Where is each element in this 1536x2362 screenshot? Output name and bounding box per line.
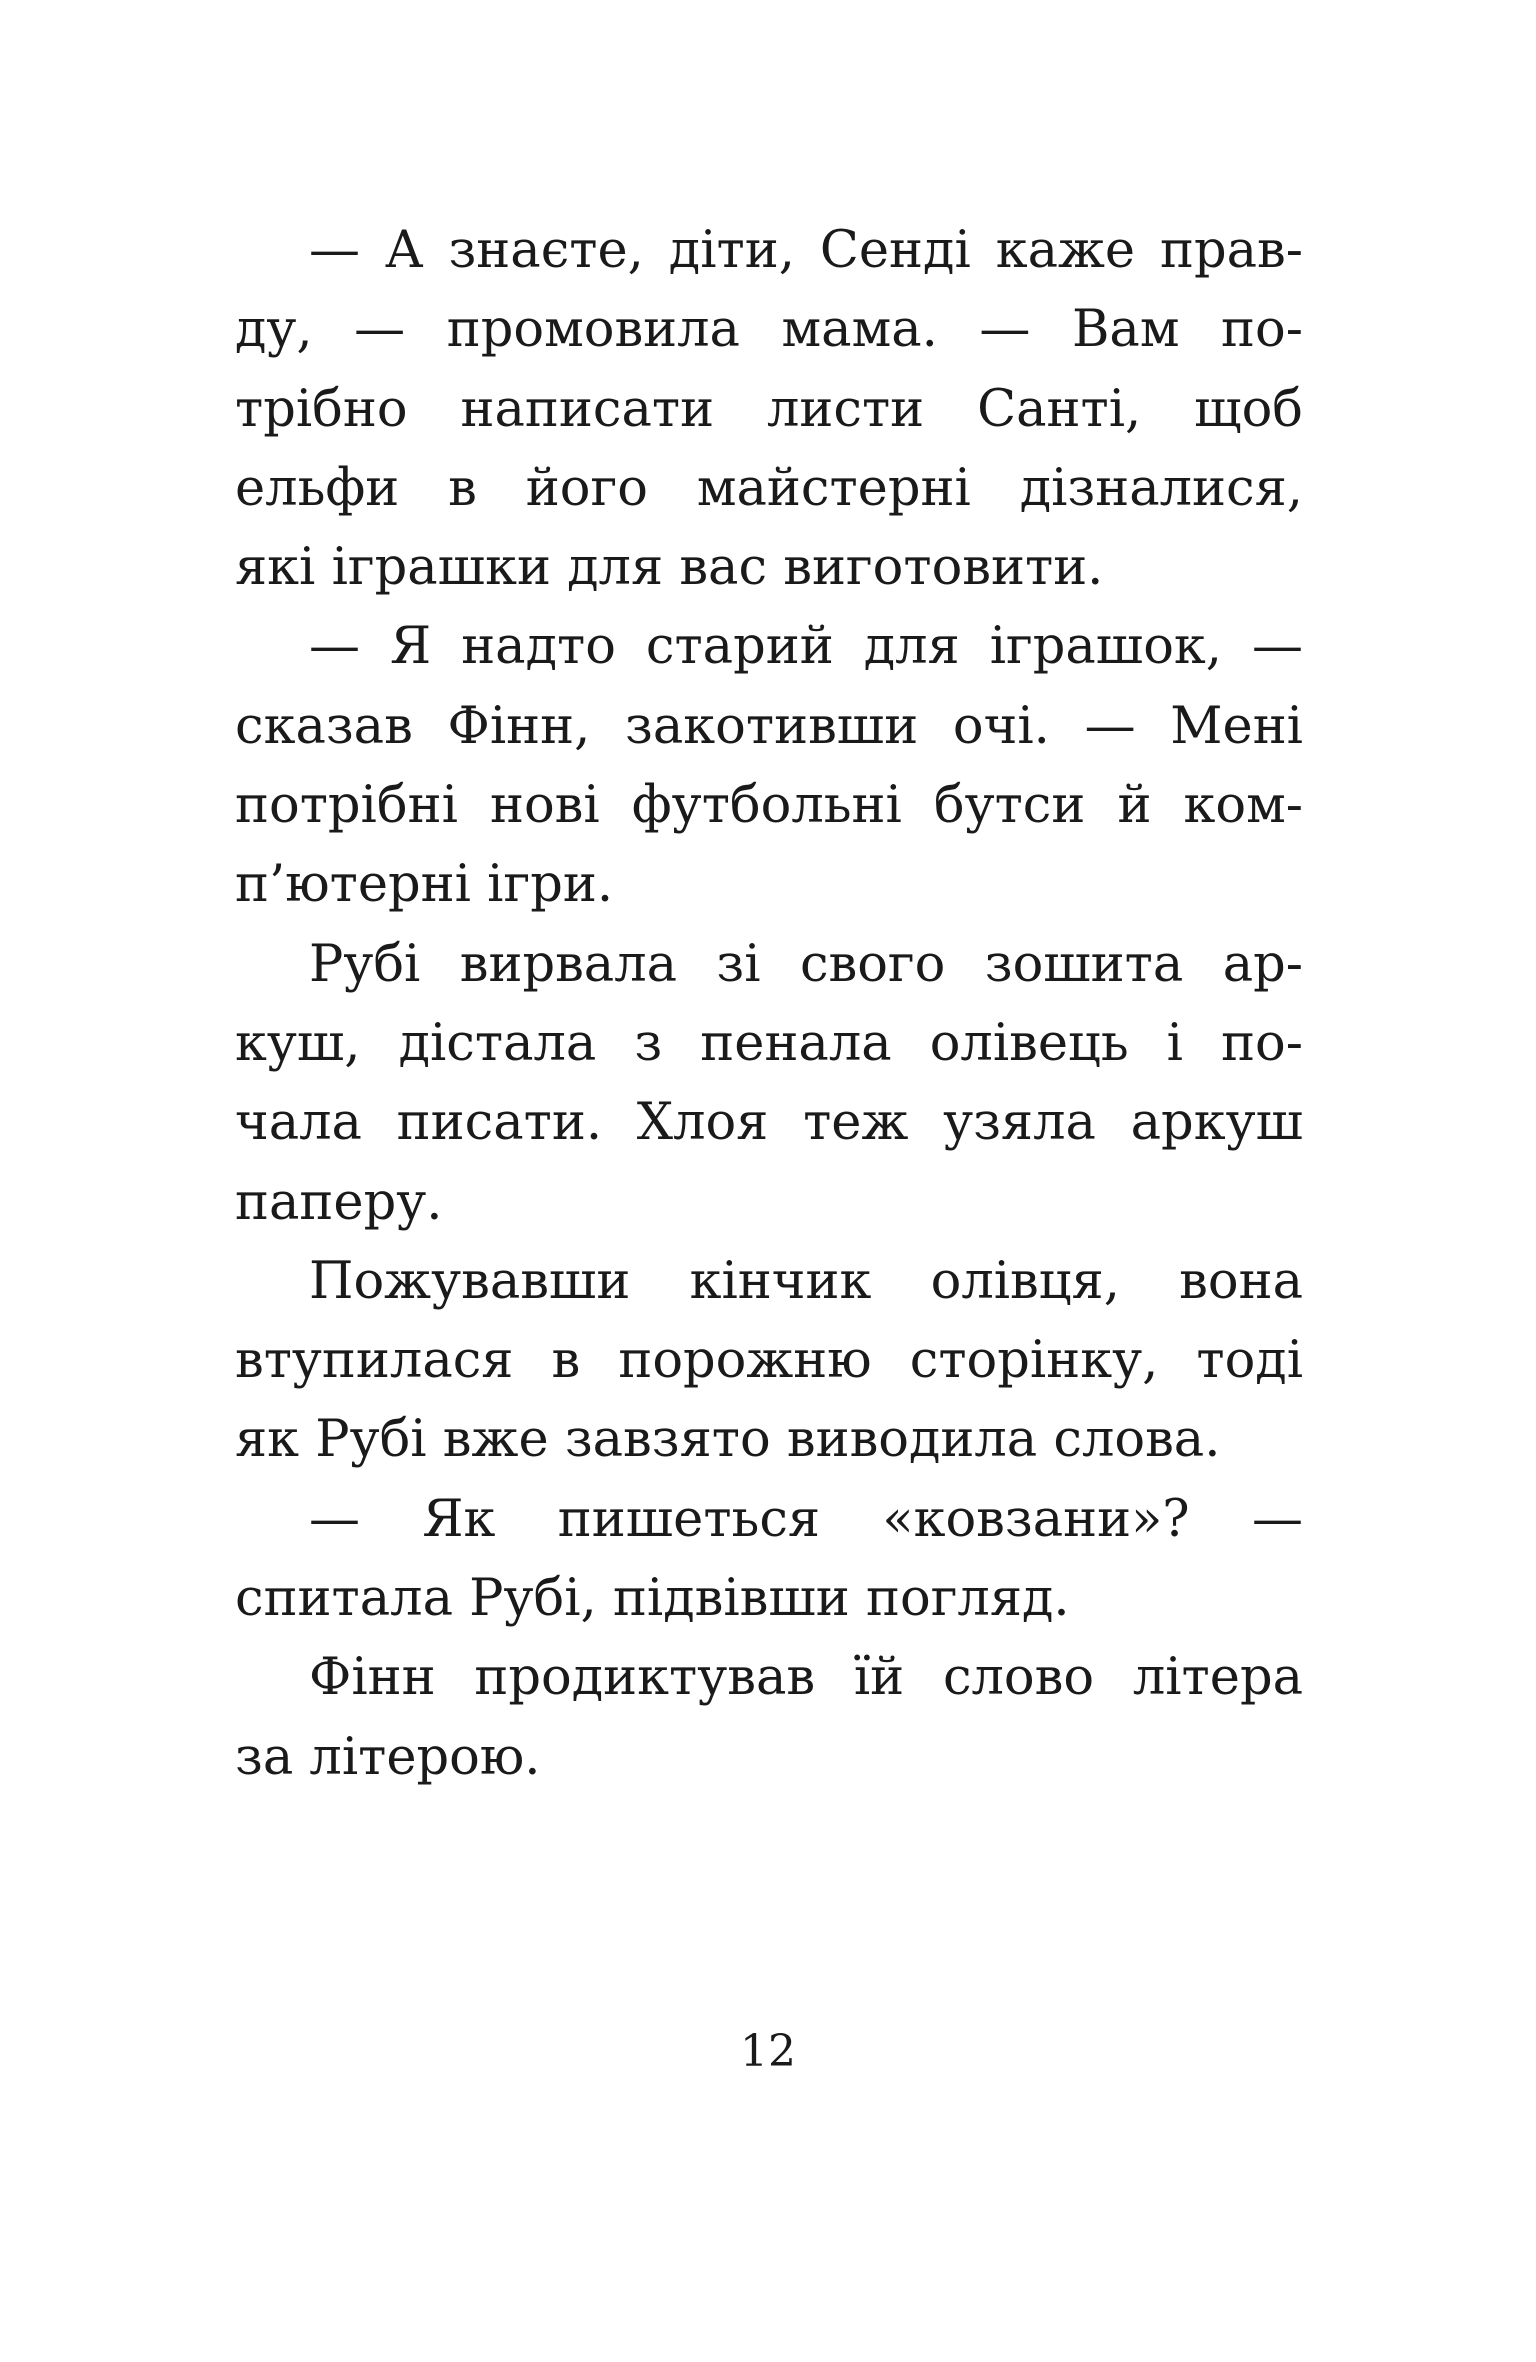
text-line: — Як пишеться «ковзани»? — [309, 1489, 1303, 1549]
text-line: як Рубі вже завзято виводила слова. [235, 1410, 1221, 1470]
paragraph-5 [235, 1480, 1303, 1639]
text-line: — Я надто старий для іграшок, — [309, 617, 1303, 677]
paragraph-3 [235, 925, 1303, 1242]
text-line: втупилася в порожню сторінку, тоді [235, 1331, 1303, 1391]
text-line: за літерою. [235, 1727, 541, 1787]
text-line: ду, — промовила мама. — Вам по- [235, 300, 1303, 360]
text-line: Рубі вирвала зі свого зошита ар- [309, 934, 1303, 994]
text-line: які іграшки для вас виготовити. [235, 538, 1104, 598]
text-line: спитала Рубі, підвівши погляд. [235, 1569, 1070, 1629]
text-line: сказав Фінн, закотивши очі. — Мені [235, 696, 1303, 756]
body-text [235, 211, 1303, 1797]
page-number: 12 [740, 2026, 796, 2077]
text-line: ельфи в його майстерні дізналися, [235, 458, 1303, 518]
paragraph-4 [235, 1242, 1303, 1480]
text-line: чала писати. Хлоя теж узяла аркуш [235, 1093, 1303, 1153]
text-line: трібно написати листи Санті, щоб [235, 379, 1303, 439]
text-line: паперу. [235, 1172, 443, 1232]
paragraph-1 [235, 211, 1303, 607]
paragraph-6 [235, 1638, 1303, 1797]
text-line: — А знаєте, діти, Сенді каже прав- [309, 221, 1303, 280]
text-line: Пожувавши кінчик олівця, вона [309, 1251, 1303, 1311]
text-line: куш, дістала з пенала олівець і по- [235, 1013, 1303, 1073]
text-line: Фінн продиктував їй слово літера [309, 1648, 1303, 1708]
text-line: потрібні нові футбольні бутси й ком- [235, 776, 1303, 836]
paragraph-2 [235, 607, 1303, 924]
text-line: п’ютерні ігри. [235, 855, 614, 915]
